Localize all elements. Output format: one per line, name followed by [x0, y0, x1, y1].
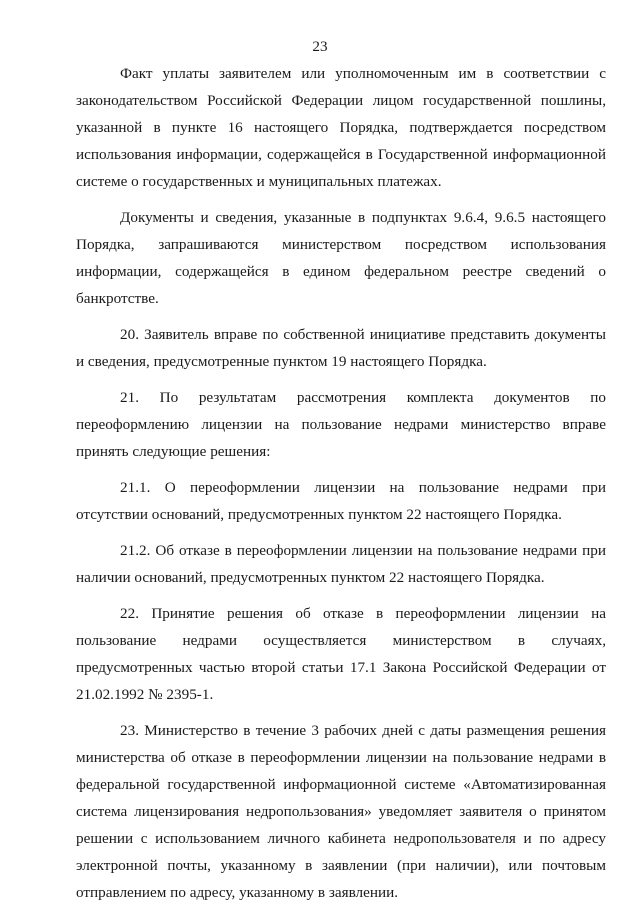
paragraph-bankruptcy-registry: Документы и сведения, указанные в подпунктах 9.6.4, 9.6.5 настоящего Порядка, запрашиваются министерством посредством использования информации, содержащейся в едином федеральном реестре сведений о банкротстве. — [76, 209, 606, 307]
paragraph-22: 22. Принятие решения об отказе в переоформлении лицензии на пользование недрами осуществляется министерством в случаях, предусмотренных частью второй статьи 17.1 Закона Российской Федерации от 21.02.1992 № 2395-1. — [76, 605, 606, 703]
paragraph-21-2: 21.2. Об отказе в переоформлении лицензии на пользование недрами при наличии оснований, предусмотренных пунктом 22 настоящего Порядка. — [76, 542, 606, 586]
document-body — [76, 60, 606, 906]
paragraph-state-fee: Факт уплаты заявителем или уполномоченным им в соответствии с законодательством Российской Федерации лицом государственной пошлины, указанной в пункте 16 настоящего Порядка, подтверждается посредством использования информации, содержащейся в Государственной информационной системе о государственных и муниципальных платежах. — [76, 65, 606, 190]
paragraph-21-1: 21.1. О переоформлении лицензии на пользование недрами при отсутствии оснований, предусмотренных пунктом 22 настоящего Порядка. — [76, 479, 606, 523]
paragraph-23: 23. Министерство в течение 3 рабочих дней с даты размещения решения министерства об отказе в переоформлении лицензии на пользование недрами в федеральной государственной информационной системе «Автоматизированная система лицензирования недропользования» уведомляет заявителя о принятом решении с использованием личного кабинета недропользователя и по адресу электронной почты, указанному в заявлении (при наличии), или почтовым отправлением по адресу, указанному в заявлении. — [76, 722, 606, 901]
paragraph-20: 20. Заявитель вправе по собственной инициативе представить документы и сведения, предусмотренные пунктом 19 настоящего Порядка. — [76, 326, 606, 370]
page-number: 23 — [312, 38, 328, 55]
paragraph-21: 21. По результатам рассмотрения комплекта документов по переоформлению лицензии на пользование недрами министерство вправе принять следующие решения: — [76, 389, 606, 460]
